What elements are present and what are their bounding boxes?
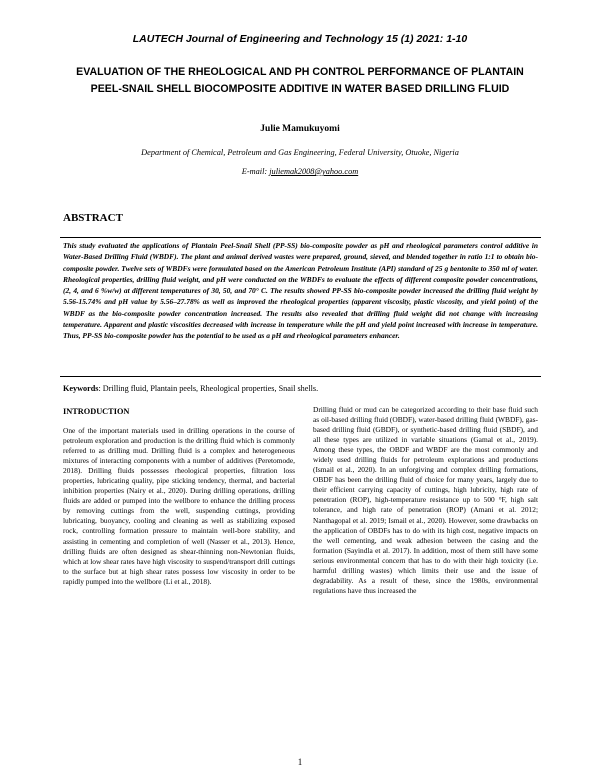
journal-header: LAUTECH Journal of Engineering and Technology 15 (1) 2021: 1-10 (132, 33, 468, 45)
abstract-heading: ABSTRACT (63, 212, 123, 224)
introduction-right-column: Drilling fluid or mud can be categorized according to their base fluid such as oil-based drilling fluid (OBDF), water-based drilling fluid (WBDF), gas-based drilling fluid (GBDF), or synthetic-based drilling fluid (SBDF), and all these types are utilized in variable situations (Gamal et al., 2019). Among these types, the OBDF and WBDF are the most commonly and widely used drilling fluids for petroleum explorations and productions (Ismail et al., 2020). In an unforgiving and complex drilling formations, OBDF has been the drilling fluid of choice for many years, largely due to their efficient carrying capacity of cuttings, high lubricity, high rate of penetration (ROP), high-temperature resistance up to 500 °F, high salt tolerance, and high rate of penetration (ROP) (Amani et al. 2012; Nanthagopal et al. 2019; Ismail et al., 2020). However, some drawbacks on the application of OBDFs has to do with its high cost, negative impacts on the well cementing, and weak adhesion between the casing and the formation (Sayindla et al. 2017). In addition, most of them still have some serious environmental concern that has to do with their high toxicity (i.e. harmful drilling wastes) which limits their use and the issue of degradability. As a result of these, since the 1980s, environmental regulations have thus increased the (313, 405, 538, 595)
abstract-text: This study evaluated the applications of Plantain Peel-Snail Shell (PP-SS) bio-composite powder as pH and rheological parameters control additive in Water-Based Drilling Fluid (WBDF). The plant and animal derived wastes were prepared, ground, sieved, and blended together in ratio 1:1 to obtain bio-composite powder. Twelve sets of WBDFs were formulated based on the American Petroleum Institute (API) standard of 25 g bentonite to 350 ml of water. Rheological properties, drilling fluid weight, and pH were conducted on the WBDFs to evaluate the effects of different composite powder concentrations, (2, 4, and 6 %w/w) at different temperatures of 30, 50, and 70° C. The results showed PP-SS bio-composite powder increased the drilling fluid weight by 5.56-15.74% and pH value by 5.56–27.78% as well as improved the rheological properties (apparent viscosity, plastic viscosity, and yield point) of the WBDF as the bio-composite powder concentration increased. The results also revealed that drilling fluid weight did not change with increasing temperature. Apparent and plastic viscosities decreased with increase in temperature while the pH and yield point increased with increase in temperature. Thus, PP-SS bio-composite powder has the potential to be used as a pH and rheological parameters enhancer. (63, 241, 538, 341)
keywords-list: : Drilling fluid, Plantain peels, Rheological properties, Snail shells. (98, 384, 319, 393)
keywords (63, 384, 318, 393)
author-name: Julie Mamukuyomi (260, 124, 340, 134)
abstract-top-rule (60, 237, 541, 238)
introduction-left-column: One of the important materials used in drilling operations in the course of petroleum exploration and production is the drilling fluid which is commonly referred to as drilling mud. Drilling fluid is a complex and heterogeneous mixtures of interacting components with a number of additives (Peretomode, 2018). Drilling fluids possesses rheological properties, filtration loss properties, lubricating quality, pipe sticking tendency, thermal, and bacterial inhibition properties (Nairy et al., 2020). During drilling operations, drilling fluids are added or pumped into the wellbore to enhance the drilling process by removing cuttings from the well, suspending cuttings, providing lubricating, buoyancy, cooling and cleaning as well as stabilizing exposed rock, controlling formation pressure to maintain well-bore stability, and assisting in cementing and completion of well (Nasser et al., 2013). Hence, drilling fluids are often designed as shear-thinning non-Newtonian fluids, which at low shear rates have high viscosity to suspend/transport drill cuttings to the surface but at high shear rates possess low viscosity in order to be rapidly pumped into the wellbore (Li et al., 2018). (63, 426, 295, 586)
author-affiliation: Department of Chemical, Petroleum and Gas Engineering, Federal University, Otuoke, Nigeria (141, 148, 459, 157)
email-label: E-mail: (241, 167, 268, 176)
abstract-bottom-rule (60, 376, 541, 377)
author-email (0, 167, 600, 176)
keywords-label: Keywords (63, 384, 99, 393)
email-link[interactable]: juliemak2008@yahoo.com (269, 167, 359, 176)
introduction-heading: INTRODUCTION (63, 407, 130, 416)
paper-title: EVALUATION OF THE RHEOLOGICAL AND PH CONTROL PERFORMANCE OF PLANTAIN PEEL-SNAIL SHELL BIOCOMPOSITE ADDITIVE IN WATER BASED DRILLING FLUID (76, 66, 524, 95)
page-number: 1 (297, 757, 303, 767)
